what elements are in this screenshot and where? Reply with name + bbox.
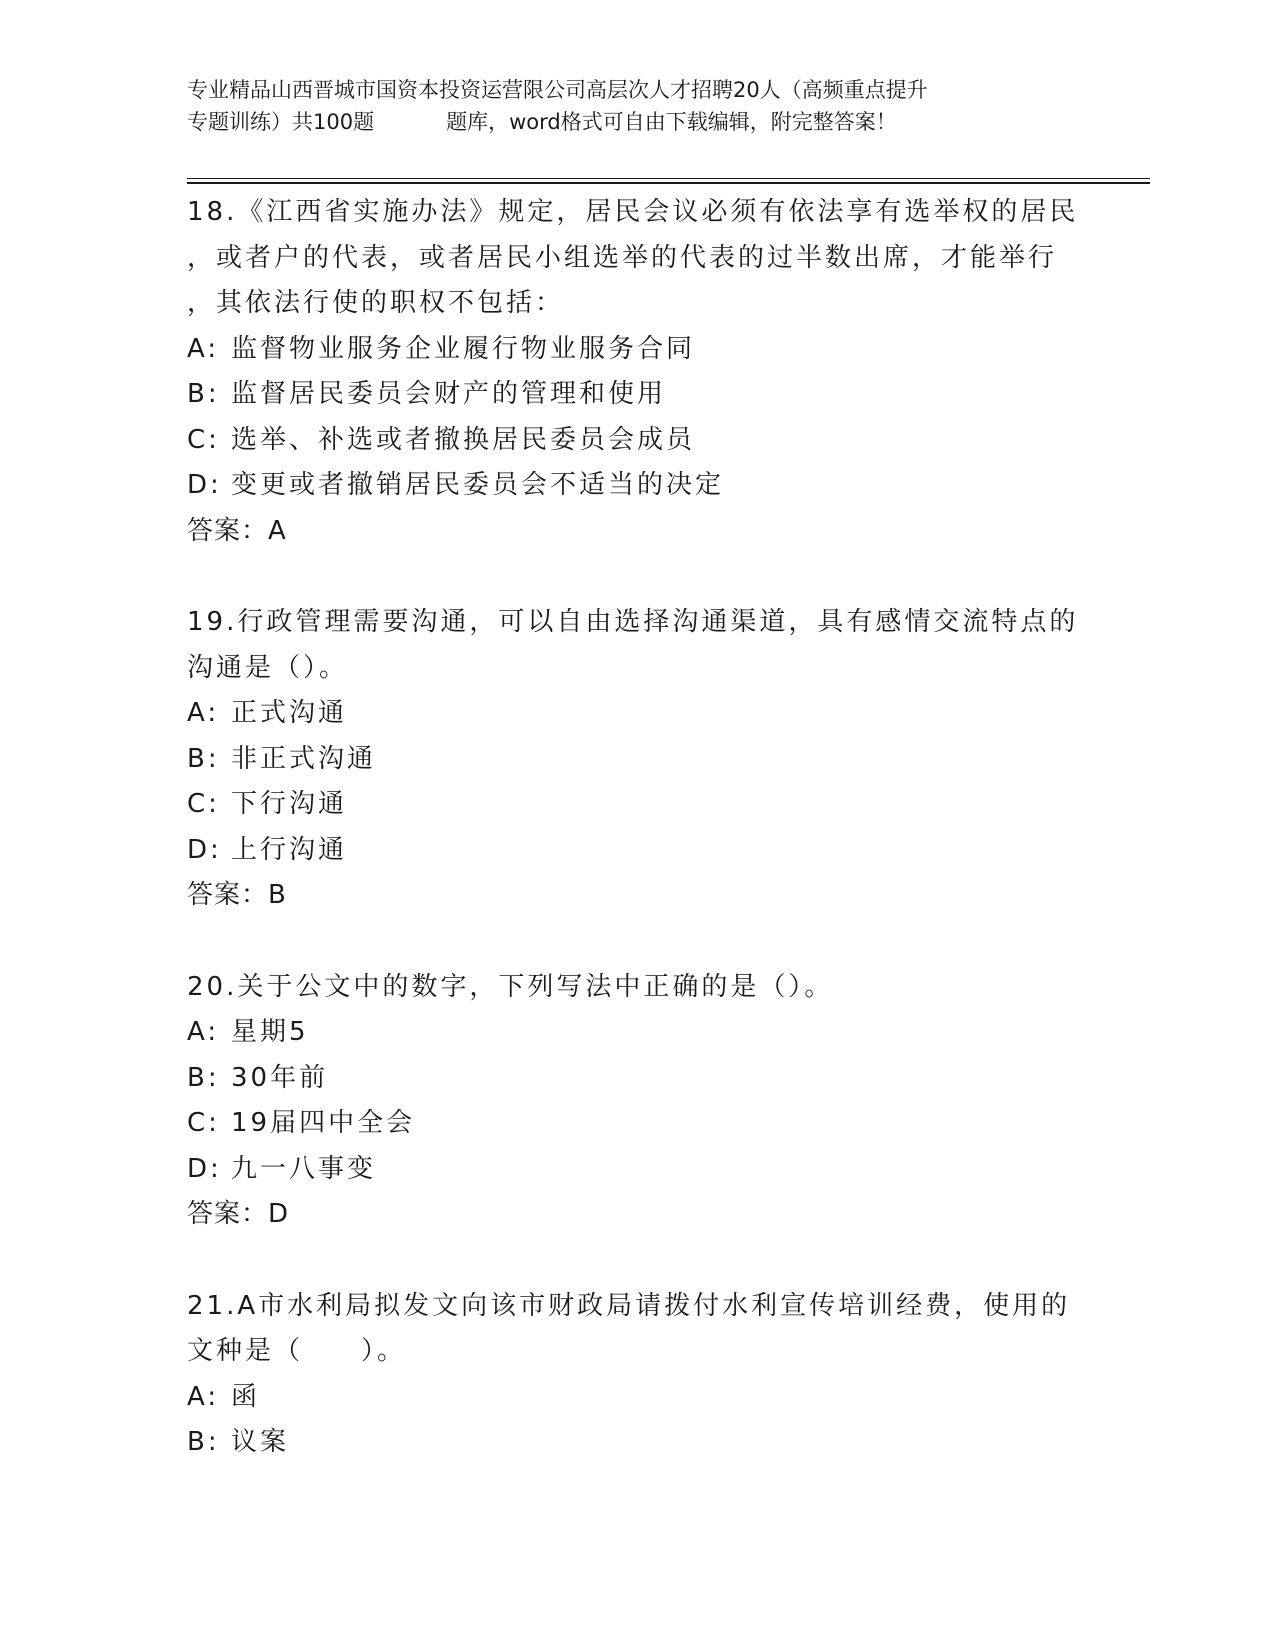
- header-line-1: 专业精品山西晋城市国资本投资运营限公司高层次人才招聘20人（高频重点提升: [187, 78, 928, 102]
- question-block: [187, 965, 1087, 1238]
- question-list: [187, 190, 1087, 1512]
- answer-line: 答案：D: [187, 1199, 290, 1229]
- option-row: [187, 1010, 1087, 1056]
- answer-line: 答案：B: [187, 880, 287, 910]
- option-row: [187, 691, 1087, 737]
- option-label: D:: [187, 834, 222, 865]
- option-label: D:: [187, 1153, 222, 1184]
- question-block: [187, 600, 1087, 919]
- option-label: C:: [187, 789, 220, 819]
- option-text: 监督居民委员会财产的管理和使用: [231, 379, 667, 409]
- question-stem-line: 20.关于公文中的数字，下列写法中正确的是（）。: [187, 971, 834, 1002]
- option-row: [187, 418, 1087, 464]
- option-text: 变更或者撤销居民委员会不适当的决定: [231, 470, 725, 500]
- question-stem-line: 沟通是（）。: [187, 652, 349, 683]
- question-block: [187, 190, 1087, 554]
- option-label: A:: [187, 698, 220, 728]
- option-row: [187, 1101, 1087, 1147]
- option-label: C:: [187, 424, 220, 455]
- option-text: 函: [231, 1381, 261, 1412]
- option-text: 选举、补选或者撤换居民委员会成员: [231, 424, 696, 455]
- option-label: A:: [187, 1017, 220, 1047]
- option-label: B:: [187, 379, 220, 409]
- option-row: [187, 828, 1087, 874]
- header-line-2a: 专题训练）共100题: [187, 110, 375, 134]
- question-stem-line: 19.行政管理需要沟通，可以自由选择沟通渠道，具有感情交流特点的: [187, 607, 1079, 637]
- option-row: [187, 782, 1087, 828]
- page-header: [187, 74, 1087, 138]
- question-stem-line: 18.《江西省实施办法》规定，居民会议必须有依法享有选举权的居民: [187, 197, 1079, 227]
- header-divider-thick: [187, 182, 1150, 184]
- option-row: [187, 737, 1087, 783]
- option-label: B:: [187, 1062, 220, 1093]
- option-text: 议案: [231, 1427, 290, 1457]
- option-label: C:: [187, 1108, 220, 1138]
- option-text: 正式沟通: [231, 698, 348, 728]
- option-text: 星期5: [231, 1017, 309, 1047]
- header-line-2b: 题库，word格式可自由下载编辑，附完整答案！: [446, 110, 897, 134]
- option-text: 监督物业服务企业履行物业服务合同: [231, 333, 696, 364]
- option-row: [187, 463, 1087, 509]
- header-divider-thin: [187, 178, 1150, 179]
- question-block: [187, 1284, 1087, 1466]
- option-label: A:: [187, 333, 220, 364]
- answer-line: 答案：A: [187, 515, 287, 546]
- option-label: B:: [187, 1427, 220, 1457]
- option-row: [187, 327, 1087, 373]
- option-label: D:: [187, 470, 222, 500]
- header-line-2: [187, 106, 1087, 138]
- option-row: [187, 1056, 1087, 1102]
- option-label: A:: [187, 1381, 220, 1412]
- question-stem-line: 文种是（ ）。: [187, 1336, 407, 1366]
- option-row: [187, 1375, 1087, 1421]
- option-text: 九一八事变: [231, 1153, 377, 1184]
- question-stem-line: ，其依法行使的职权不包括：: [187, 288, 565, 318]
- question-stem-line: 21.A市水利局拟发文向该市财政局请拨付水利宣传培训经费，使用的: [187, 1290, 1071, 1321]
- option-text: 19届四中全会: [231, 1108, 416, 1138]
- option-label: B:: [187, 743, 220, 774]
- option-text: 非正式沟通: [231, 743, 377, 774]
- option-row: [187, 1420, 1087, 1466]
- option-row: [187, 1147, 1087, 1193]
- option-row: [187, 372, 1087, 418]
- option-text: 上行沟通: [231, 834, 348, 865]
- question-stem-line: ，或者户的代表，或者居民小组选举的代表的过半数出席，才能举行: [187, 242, 1058, 273]
- option-text: 30年前: [231, 1062, 329, 1093]
- option-text: 下行沟通: [231, 789, 348, 819]
